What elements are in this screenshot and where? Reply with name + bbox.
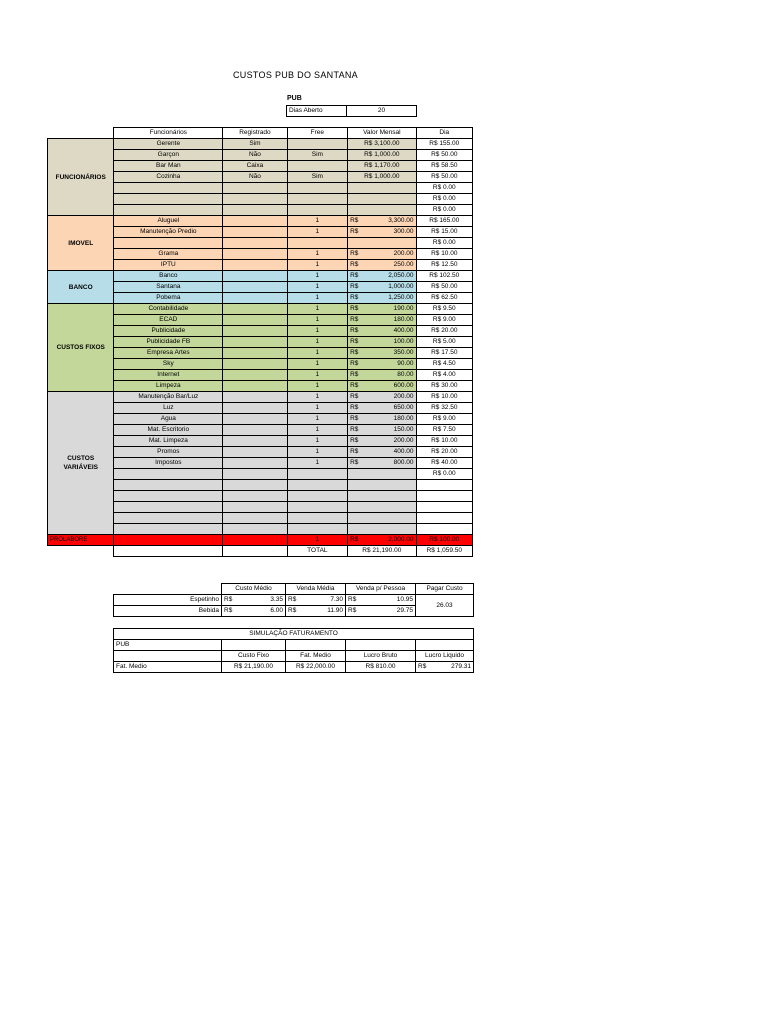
- cost-dia: R$ 5.00: [416, 337, 472, 348]
- cost-currency: R$: [348, 392, 362, 403]
- prolabore-registrado: [223, 535, 287, 546]
- cost-registrado[interactable]: [223, 337, 287, 348]
- cost-currency: R$: [348, 315, 362, 326]
- avg-venda-media[interactable]: 11.90: [300, 606, 346, 617]
- cost-free[interactable]: [287, 205, 347, 216]
- cost-currency: [348, 469, 362, 480]
- simulacao-title: SIMULAÇÃO FATURAMENTO: [114, 629, 474, 640]
- cost-currency: R$: [348, 216, 362, 227]
- cost-dia: R$ 155.00: [416, 139, 472, 150]
- total-row: [48, 546, 473, 557]
- cost-valor-mensal[interactable]: 250.00: [362, 260, 416, 271]
- cost-item-name: Gerente: [114, 139, 223, 150]
- cost-valor-mensal[interactable]: 350.00: [362, 348, 416, 359]
- cost-registrado[interactable]: [223, 447, 287, 458]
- cost-registrado[interactable]: [223, 524, 287, 535]
- cost-item-name: Contabilidade: [114, 304, 223, 315]
- cost-free[interactable]: 1: [287, 414, 347, 425]
- cost-dia: [416, 480, 472, 491]
- cost-free[interactable]: 1: [287, 359, 347, 370]
- cost-valor-mensal[interactable]: [362, 524, 416, 535]
- cost-registrado[interactable]: [223, 194, 287, 205]
- cost-dia: R$ 50.00: [416, 172, 472, 183]
- cost-dia: R$ 0.00: [416, 205, 472, 216]
- cost-currency: R$: [348, 458, 362, 469]
- avg-custo-medio[interactable]: 6.00: [236, 606, 286, 617]
- cost-currency: R$: [348, 348, 362, 359]
- cost-registrado[interactable]: [223, 249, 287, 260]
- cost-free[interactable]: 1: [287, 392, 347, 403]
- cost-free[interactable]: [287, 513, 347, 524]
- cost-dia: [416, 513, 472, 524]
- cost-currency: R$: [348, 381, 362, 392]
- simulacao-sub: PUB: [114, 640, 222, 651]
- cost-item-name: Santana: [114, 282, 223, 293]
- cost-dia: R$ 0.00: [416, 469, 472, 480]
- header-funcionarios: Funcionários: [114, 128, 223, 139]
- total-spacer: [48, 546, 114, 557]
- cost-free[interactable]: 1: [287, 436, 347, 447]
- cost-dia: R$ 4.50: [416, 359, 472, 370]
- cost-item-name: Grama: [114, 249, 223, 260]
- cost-registrado[interactable]: [223, 513, 287, 524]
- cost-item-name: [114, 194, 223, 205]
- cost-registrado[interactable]: Não: [223, 150, 287, 161]
- cost-currency: [348, 238, 362, 249]
- avg-venda-pessoa[interactable]: 29.75: [360, 606, 416, 617]
- cost-item-name: Banco: [114, 271, 223, 282]
- cost-currency: [348, 524, 362, 535]
- cost-free[interactable]: 1: [287, 315, 347, 326]
- cost-currency: R$: [348, 337, 362, 348]
- cost-free[interactable]: 1: [287, 403, 347, 414]
- cost-free[interactable]: 1: [287, 216, 347, 227]
- section-label-funcionarios: FUNCIONÁRIOS: [48, 139, 114, 216]
- cost-valor-mensal[interactable]: 180.00: [362, 414, 416, 425]
- cost-valor-mensal[interactable]: 2,050.00: [362, 271, 416, 282]
- cost-currency: [348, 480, 362, 491]
- header-lucro-liquido: Lucro Liquido: [416, 651, 474, 662]
- cost-valor-mensal[interactable]: R$ 1,170.00: [348, 161, 416, 172]
- cost-dia: R$ 58.50: [416, 161, 472, 172]
- cost-currency: R$: [348, 249, 362, 260]
- cost-table: [47, 127, 473, 557]
- prolabore-label: PROLABORE: [48, 535, 114, 546]
- cost-item-name: [114, 502, 223, 513]
- cost-item-name: [114, 469, 223, 480]
- cost-free[interactable]: 1: [287, 260, 347, 271]
- cost-valor-mensal[interactable]: R$ 3,100.00: [348, 139, 416, 150]
- cost-dia: R$ 9.00: [416, 414, 472, 425]
- cost-free[interactable]: 1: [287, 271, 347, 282]
- total-blank: [223, 546, 287, 557]
- header-fat-medio: Fat. Medio: [286, 651, 346, 662]
- cost-free[interactable]: [287, 183, 347, 194]
- simulacao-table: [113, 628, 474, 673]
- cost-free[interactable]: [287, 139, 347, 150]
- cost-currency: R$: [348, 282, 362, 293]
- cost-free[interactable]: [287, 194, 347, 205]
- header-valor-mensal: Valor Mensal: [348, 128, 416, 139]
- total-blank: [114, 546, 223, 557]
- cost-registrado[interactable]: [223, 271, 287, 282]
- cost-free[interactable]: 1: [287, 249, 347, 260]
- cost-item-name: Publicidade: [114, 326, 223, 337]
- avg-name: Espetinho: [114, 595, 222, 606]
- header-registrado: Registrado: [223, 128, 287, 139]
- cost-item-name: Mat. Limpeza: [114, 436, 223, 447]
- header-lucro-bruto: Lucro Bruto: [346, 651, 416, 662]
- cost-free[interactable]: 1: [287, 370, 347, 381]
- cost-item-name: Bar Man: [114, 161, 223, 172]
- total-dia: R$ 1,059.50: [416, 546, 472, 557]
- cost-free[interactable]: [287, 238, 347, 249]
- cost-item-name: Limpeza: [114, 381, 223, 392]
- cost-item-name: [114, 524, 223, 535]
- avg-pagar-custo[interactable]: 26.03: [416, 595, 474, 617]
- cost-dia: R$ 0.00: [416, 183, 472, 194]
- cost-valor-mensal[interactable]: 150.00: [362, 425, 416, 436]
- cost-item-name: [114, 205, 223, 216]
- cost-valor-mensal[interactable]: 1,250.00: [362, 293, 416, 304]
- cost-valor-mensal[interactable]: R$ 1,000.00: [348, 172, 416, 183]
- cost-free[interactable]: 1: [287, 447, 347, 458]
- cost-item-name: Manutenção Predio: [114, 227, 223, 238]
- table-row: [48, 139, 473, 150]
- cost-valor-mensal[interactable]: 200.00: [362, 436, 416, 447]
- prolabore-valor[interactable]: 2,000.00: [362, 535, 416, 546]
- cost-currency: R$: [348, 271, 362, 282]
- cost-registrado[interactable]: [223, 370, 287, 381]
- sim-currency: R$: [416, 662, 430, 673]
- cost-registrado[interactable]: [223, 227, 287, 238]
- cost-free[interactable]: 1: [287, 337, 347, 348]
- avg-currency: R$: [222, 595, 236, 606]
- avg-venda-media[interactable]: 7.30: [300, 595, 346, 606]
- cost-registrado[interactable]: [223, 381, 287, 392]
- cost-registrado[interactable]: [223, 183, 287, 194]
- section-label-imovel: IMOVEL: [48, 216, 114, 271]
- section-label-fixos: CUSTOS FIXOS: [48, 304, 114, 392]
- cost-currency: R$: [348, 403, 362, 414]
- prolabore-name: [114, 535, 223, 546]
- cost-currency: [348, 491, 362, 502]
- cost-free[interactable]: Sim: [287, 150, 347, 161]
- cost-valor-mensal[interactable]: 200.00: [362, 392, 416, 403]
- cost-item-name: [114, 491, 223, 502]
- cost-item-name: Manutenção Bar/Luz: [114, 392, 223, 403]
- cost-item-name: Luz: [114, 403, 223, 414]
- total-valor: R$ 21,190.00: [348, 546, 416, 557]
- sim-lucro-bruto[interactable]: R$ 810.00: [346, 662, 416, 673]
- cost-dia: R$ 12.50: [416, 260, 472, 271]
- cost-registrado[interactable]: [223, 348, 287, 359]
- cost-valor-mensal[interactable]: 190.00: [362, 304, 416, 315]
- cost-free[interactable]: [287, 161, 347, 172]
- header-custo-fixo: Custo Fixo: [222, 651, 286, 662]
- cost-valor-mensal[interactable]: 3,300.00: [362, 216, 416, 227]
- cost-dia: R$ 9.00: [416, 315, 472, 326]
- cost-dia: R$ 0.00: [416, 194, 472, 205]
- cost-registrado[interactable]: Caixa: [223, 161, 287, 172]
- header-row: [48, 128, 473, 139]
- cost-dia: R$ 10.00: [416, 436, 472, 447]
- table-row: [114, 662, 474, 673]
- cost-currency: R$: [348, 370, 362, 381]
- cost-dia: R$ 62.50: [416, 293, 472, 304]
- avg-name: Bebida: [114, 606, 222, 617]
- cost-free[interactable]: 1: [287, 282, 347, 293]
- cost-registrado[interactable]: [223, 403, 287, 414]
- header-free: Free: [287, 128, 347, 139]
- cost-item-name: [114, 480, 223, 491]
- cost-free[interactable]: 1: [287, 304, 347, 315]
- cost-registrado[interactable]: [223, 359, 287, 370]
- pub-label: PUB: [287, 95, 302, 102]
- cost-dia: R$ 10.00: [416, 392, 472, 403]
- cost-valor-mensal[interactable]: 80.00: [362, 370, 416, 381]
- cost-free[interactable]: 1: [287, 348, 347, 359]
- cost-item-name: Aluguel: [114, 216, 223, 227]
- cost-currency: R$: [348, 414, 362, 425]
- cost-registrado[interactable]: [223, 502, 287, 513]
- cost-valor-mensal[interactable]: [362, 238, 416, 249]
- cost-currency: R$: [348, 425, 362, 436]
- cost-registrado[interactable]: [223, 491, 287, 502]
- cost-valor-mensal[interactable]: 300.00: [362, 227, 416, 238]
- sim-row-name: Fat. Medio: [114, 662, 222, 673]
- dias-aberto-table: [286, 105, 417, 117]
- avg-currency: R$: [346, 606, 360, 617]
- cost-valor-mensal[interactable]: [362, 491, 416, 502]
- cost-dia: R$ 7.50: [416, 425, 472, 436]
- avg-currency: R$: [346, 595, 360, 606]
- cost-valor-mensal[interactable]: 650.00: [362, 403, 416, 414]
- cost-item-name: Garçon: [114, 150, 223, 161]
- cost-registrado[interactable]: [223, 205, 287, 216]
- cost-valor-mensal[interactable]: 600.00: [362, 381, 416, 392]
- cost-valor-mensal[interactable]: [362, 480, 416, 491]
- cost-registrado[interactable]: [223, 315, 287, 326]
- cost-free[interactable]: 1: [287, 326, 347, 337]
- cost-free[interactable]: [287, 480, 347, 491]
- cost-registrado[interactable]: [223, 414, 287, 425]
- cost-dia: [416, 491, 472, 502]
- avg-currency: R$: [222, 606, 236, 617]
- averages-table: [113, 583, 474, 617]
- total-label: TOTAL: [287, 546, 347, 557]
- table-row: [48, 304, 473, 315]
- cost-free[interactable]: [287, 502, 347, 513]
- cost-free[interactable]: 1: [287, 425, 347, 436]
- avg-currency: R$: [286, 606, 300, 617]
- header-venda-pessoa: Venda p/ Pessoa: [346, 584, 416, 595]
- sim-custo-fixo[interactable]: R$ 21,190.00: [222, 662, 286, 673]
- cost-valor-mensal[interactable]: 1,000.00: [362, 282, 416, 293]
- cost-dia: R$ 165.00: [416, 216, 472, 227]
- cost-valor-mensal[interactable]: [362, 502, 416, 513]
- cost-dia: R$ 50.00: [416, 282, 472, 293]
- cost-valor-mensal[interactable]: 100.00: [362, 337, 416, 348]
- dias-aberto-label: Dias Aberto: [287, 106, 347, 117]
- cost-dia: R$ 40.00: [416, 458, 472, 469]
- cost-item-name: IPTU: [114, 260, 223, 271]
- cost-dia: R$ 102.50: [416, 271, 472, 282]
- section-label-variaveis: CUSTOS VARIÁVEIS: [48, 392, 114, 535]
- cost-currency: R$: [348, 359, 362, 370]
- cost-valor-mensal[interactable]: [362, 469, 416, 480]
- cost-registrado[interactable]: [223, 436, 287, 447]
- header-custo-medio: Custo Médio: [222, 584, 286, 595]
- cost-valor-mensal[interactable]: 200.00: [362, 249, 416, 260]
- table-row: [48, 216, 473, 227]
- cost-dia: R$ 20.00: [416, 447, 472, 458]
- sim-lucro-liquido[interactable]: 279.31: [430, 662, 474, 673]
- cost-free[interactable]: 1: [287, 293, 347, 304]
- prolabore-currency: R$: [348, 535, 362, 546]
- cost-item-name: ECAD: [114, 315, 223, 326]
- cost-valor-mensal[interactable]: 180.00: [362, 315, 416, 326]
- cost-item-name: Sky: [114, 359, 223, 370]
- cost-registrado[interactable]: [223, 458, 287, 469]
- avg-currency: R$: [286, 595, 300, 606]
- header-dia: Dia: [416, 128, 472, 139]
- cost-item-name: [114, 183, 223, 194]
- cost-item-name: [114, 238, 223, 249]
- cost-registrado[interactable]: Não: [223, 172, 287, 183]
- cost-registrado[interactable]: Sim: [223, 139, 287, 150]
- cost-registrado[interactable]: [223, 480, 287, 491]
- cost-item-name: Empresa Artes: [114, 348, 223, 359]
- cost-item-name: Internet: [114, 370, 223, 381]
- cost-item-name: Promos: [114, 447, 223, 458]
- cost-valor-mensal[interactable]: [348, 183, 416, 194]
- cost-dia: R$ 10.00: [416, 249, 472, 260]
- table-row: [48, 271, 473, 282]
- cost-free[interactable]: [287, 491, 347, 502]
- cost-free[interactable]: 1: [287, 381, 347, 392]
- cost-item-name: Mat. Escritorio: [114, 425, 223, 436]
- cost-item-name: Agua: [114, 414, 223, 425]
- cost-dia: R$ 9.50: [416, 304, 472, 315]
- table-row: [48, 392, 473, 403]
- cost-dia: R$ 17.50: [416, 348, 472, 359]
- cost-registrado[interactable]: [223, 216, 287, 227]
- cost-dia: R$ 30.00: [416, 381, 472, 392]
- cost-currency: R$: [348, 304, 362, 315]
- prolabore-free[interactable]: 1: [287, 535, 347, 546]
- cost-registrado[interactable]: [223, 304, 287, 315]
- section-label-banco: BANCO: [48, 271, 114, 304]
- cost-valor-mensal[interactable]: 400.00: [362, 326, 416, 337]
- cost-valor-mensal[interactable]: [348, 205, 416, 216]
- table-row: [114, 595, 474, 606]
- sheet-title: CUSTOS PUB DO SANTANA: [233, 70, 358, 80]
- cost-dia: R$ 20.00: [416, 326, 472, 337]
- cost-currency: [348, 502, 362, 513]
- cost-valor-mensal[interactable]: [348, 194, 416, 205]
- cost-valor-mensal[interactable]: [362, 513, 416, 524]
- cost-item-name: Cozinha: [114, 172, 223, 183]
- cost-valor-mensal[interactable]: 90.00: [362, 359, 416, 370]
- header-spacer: [48, 128, 114, 139]
- cost-registrado[interactable]: [223, 238, 287, 249]
- cost-dia: R$ 50.00: [416, 150, 472, 161]
- prolabore-row: [48, 535, 473, 546]
- simulacao-header-row: [114, 651, 474, 662]
- header-venda-media: Venda Média: [286, 584, 346, 595]
- cost-valor-mensal[interactable]: 400.00: [362, 447, 416, 458]
- cost-registrado[interactable]: [223, 326, 287, 337]
- cost-registrado[interactable]: [223, 425, 287, 436]
- cost-item-name: Pobema: [114, 293, 223, 304]
- cost-registrado[interactable]: [223, 469, 287, 480]
- cost-currency: R$: [348, 227, 362, 238]
- cost-currency: R$: [348, 326, 362, 337]
- avg-venda-pessoa[interactable]: 10.95: [360, 595, 416, 606]
- cost-registrado[interactable]: [223, 282, 287, 293]
- cost-dia: R$ 15.00: [416, 227, 472, 238]
- averages-header-row: [114, 584, 474, 595]
- dias-aberto-value[interactable]: 20: [347, 106, 417, 117]
- header-pagar-custo: Pagar Custo: [416, 584, 474, 595]
- cost-item-name: [114, 513, 223, 524]
- prolabore-dia: R$ 100.00: [416, 535, 472, 546]
- sim-fat-medio[interactable]: R$ 22,000.00: [286, 662, 346, 673]
- cost-currency: R$: [348, 447, 362, 458]
- cost-free[interactable]: 1: [287, 227, 347, 238]
- cost-dia: [416, 502, 472, 513]
- cost-item-name: Impostos: [114, 458, 223, 469]
- cost-registrado[interactable]: [223, 293, 287, 304]
- cost-currency: R$: [348, 436, 362, 447]
- cost-registrado[interactable]: [223, 260, 287, 271]
- cost-currency: R$: [348, 260, 362, 271]
- cost-free[interactable]: Sim: [287, 172, 347, 183]
- cost-dia: R$ 4.00: [416, 370, 472, 381]
- cost-dia: R$ 0.00: [416, 238, 472, 249]
- cost-free[interactable]: 1: [287, 458, 347, 469]
- cost-item-name: Publicidade FB: [114, 337, 223, 348]
- cost-registrado[interactable]: [223, 392, 287, 403]
- cost-free[interactable]: [287, 524, 347, 535]
- cost-currency: R$: [348, 293, 362, 304]
- cost-dia: [416, 524, 472, 535]
- cost-currency: [348, 513, 362, 524]
- cost-dia: R$ 32.50: [416, 403, 472, 414]
- avg-custo-medio[interactable]: 3.35: [236, 595, 286, 606]
- cost-valor-mensal[interactable]: 800.00: [362, 458, 416, 469]
- cost-free[interactable]: [287, 469, 347, 480]
- cost-valor-mensal[interactable]: R$ 1,000.00: [348, 150, 416, 161]
